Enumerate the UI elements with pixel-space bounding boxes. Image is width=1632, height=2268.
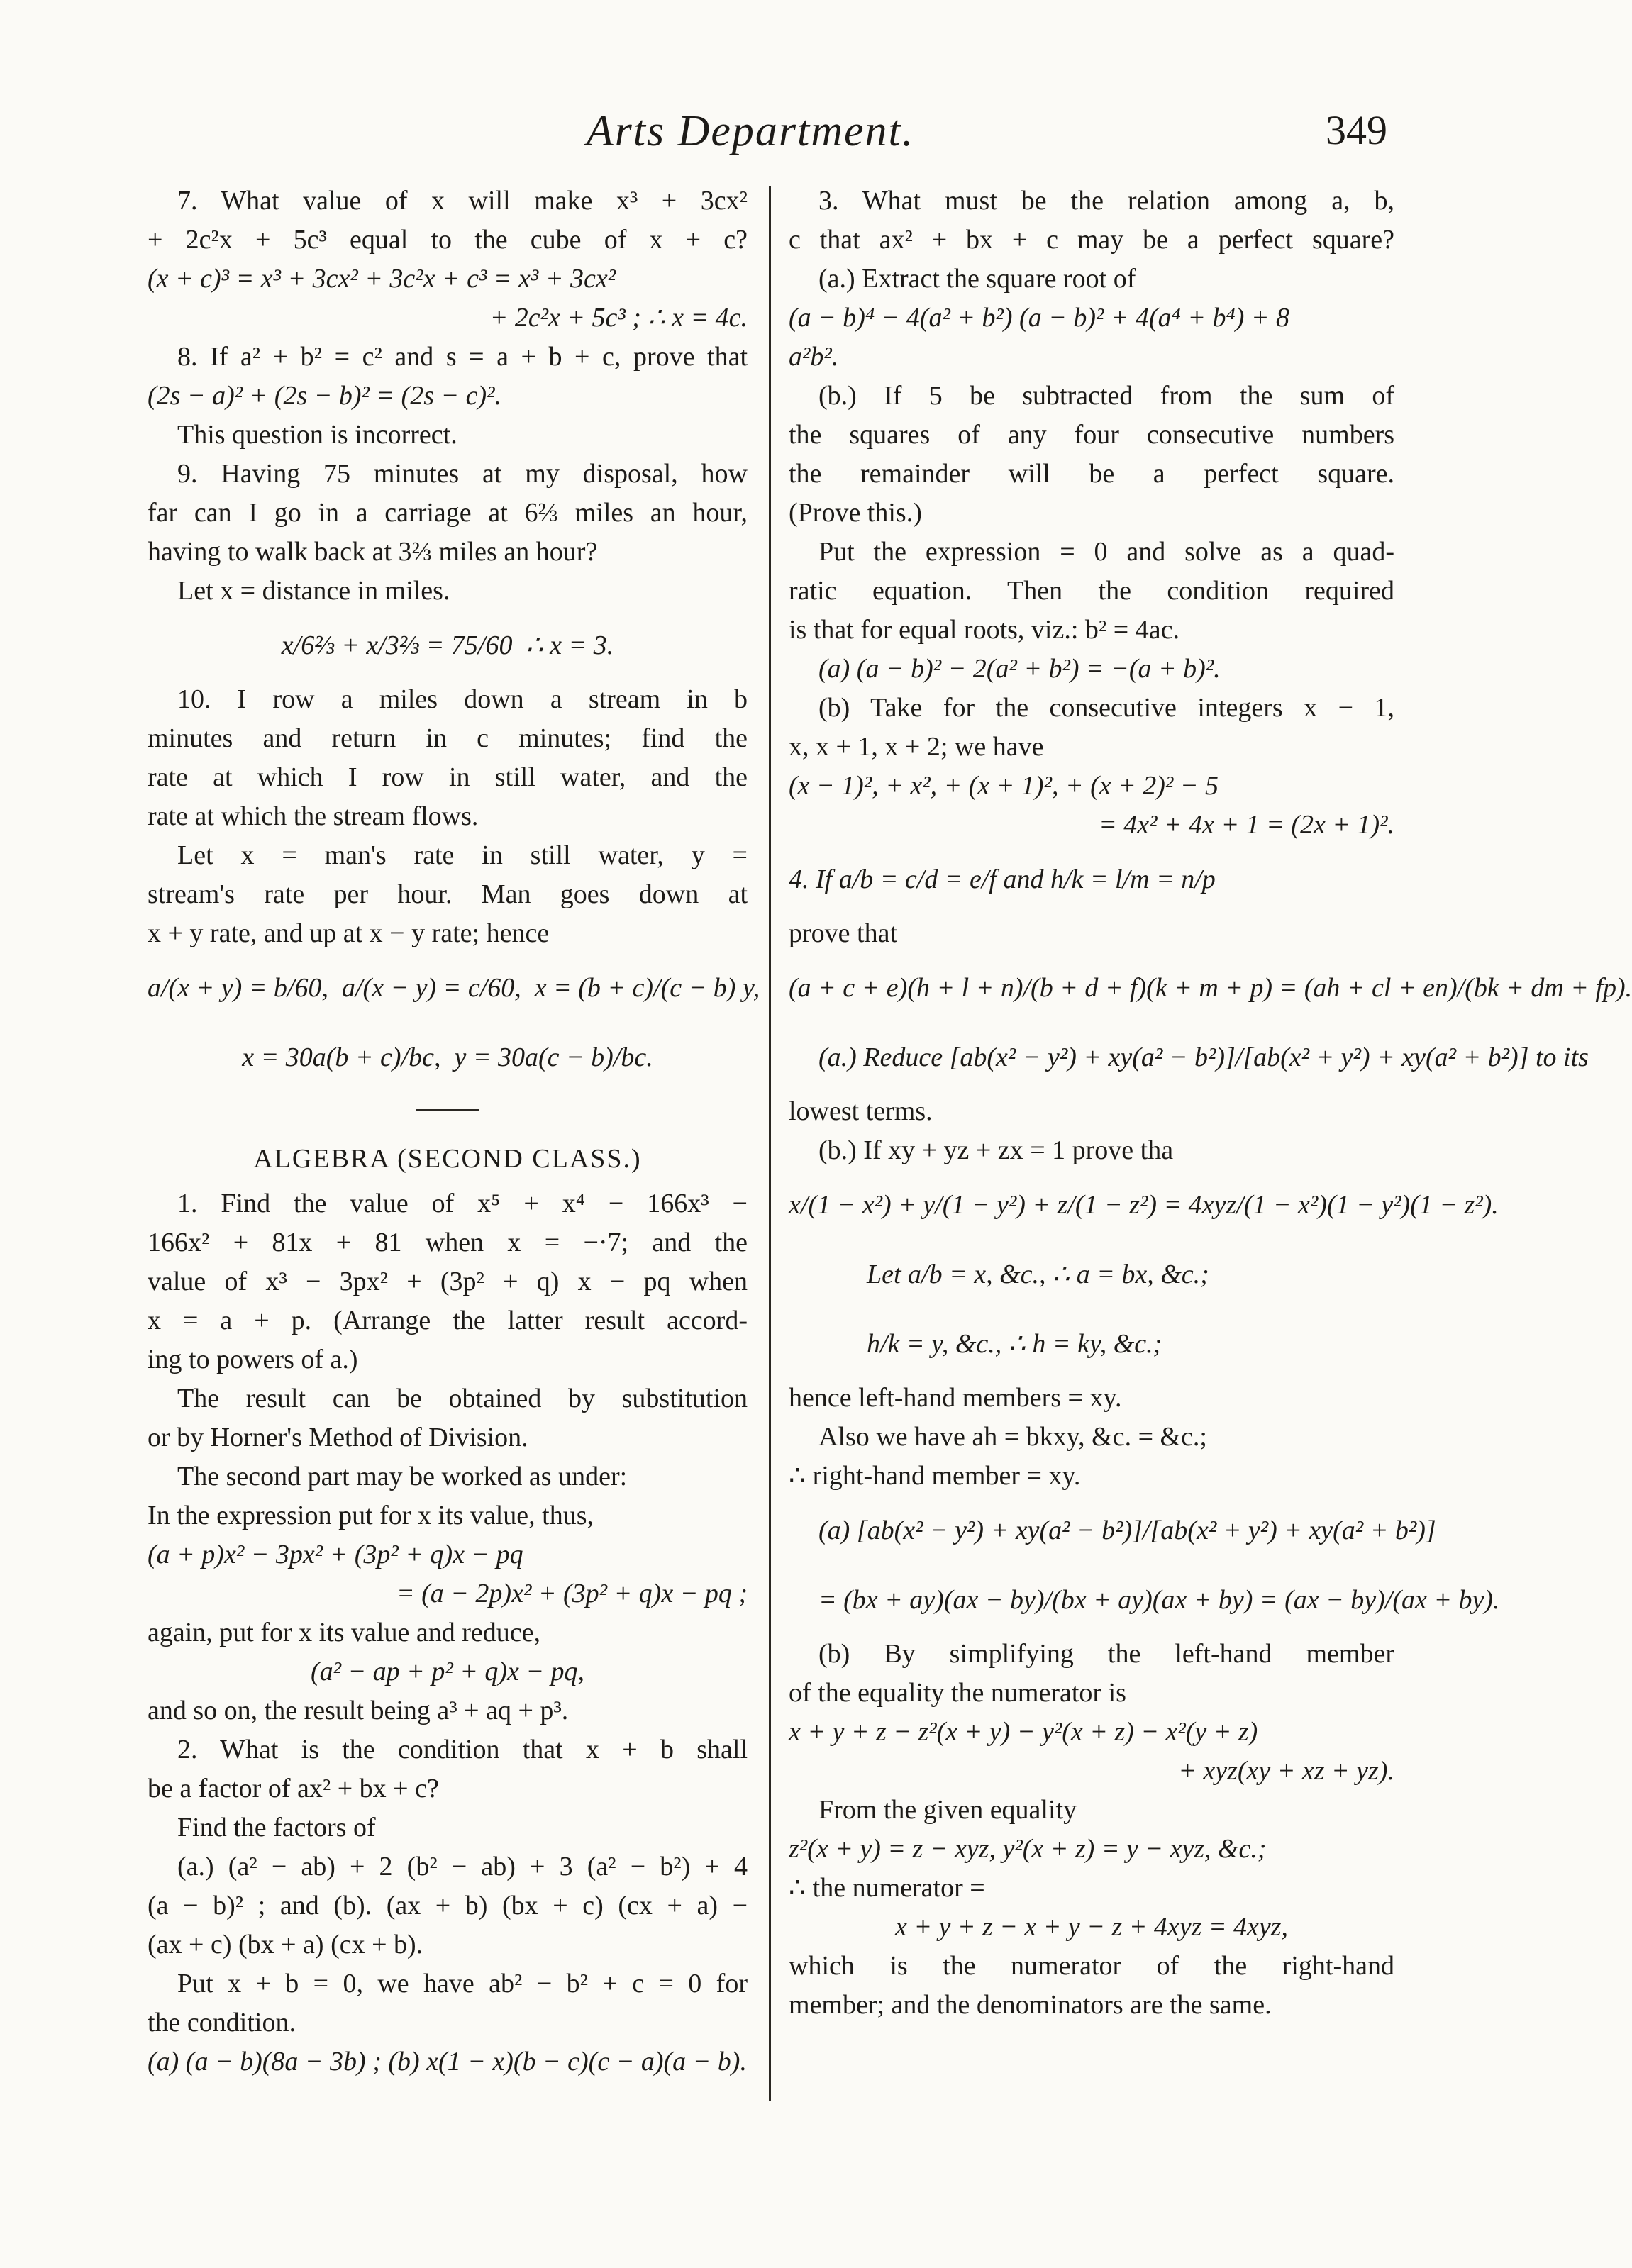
text-line: 9. Having 75 minutes at my disposal, how — [177, 459, 748, 489]
page-header — [0, 106, 1501, 170]
text-line: again, put for x its value and reduce, — [148, 1618, 540, 1647]
equation-line: = (bx + ay)(ax − by)/(bx + ay)(ax + by) = (ax − by)/(ax + by). — [818, 1585, 1500, 1615]
text-line: 3. What must be the relation among a, b, — [818, 186, 1394, 216]
equation-line: (x − 1)², + x², + (x + 1)², + (x + 2)² − 5 — [789, 771, 1219, 801]
text-line: ing to powers of a.) — [148, 1345, 358, 1374]
text-line: Put the expression = 0 and solve as a quad- — [818, 537, 1394, 567]
page-number: 349 — [1326, 107, 1387, 153]
text-line: ∴ the numerator = — [789, 1873, 985, 1903]
equation-line: (a + c + e)(h + l + n)/(b + d + f)(k + m + p) = (ah + cl + en)/(bk + dm + fp). — [789, 973, 1632, 1003]
text-line: 10. I row a miles down a stream in b — [177, 684, 748, 714]
equation-line: x + y + z − x + y − z + 4xyz = 4xyz, — [894, 1912, 1289, 1942]
equation-line: = 4x² + 4x + 1 = (2x + 1)². — [1099, 810, 1394, 840]
left-column — [148, 182, 760, 2081]
text-line: lowest terms. — [789, 1096, 933, 1126]
column-divider — [769, 186, 771, 2101]
equation-line: z²(x + y) = z − xyz, y²(x + z) = y − xyz, &c.; — [789, 1834, 1267, 1864]
equation-line: (x + c)³ = x³ + 3cx² + 3c²x + c³ = x³ + 3cx² — [148, 264, 616, 294]
equation-line: x/6⅔ + x/3⅔ = 75/60 ∴ x = 3. — [281, 630, 614, 660]
text-line: 7. What value of x will make x³ + 3cx² — [177, 186, 748, 216]
text-line: (b.) If 5 be subtracted from the sum of — [818, 381, 1394, 411]
text-line: (a − b)² ; and (b). (ax + b) (bx + c) (cx + a) − — [148, 1891, 748, 1920]
equation-line: (a² − ap + p² + q)x − pq, — [310, 1657, 585, 1686]
section-rule — [416, 1109, 479, 1111]
equation-line: h/k = y, &c., ∴ h = ky, &c.; — [867, 1329, 1162, 1359]
text-line: Find the factors of — [177, 1813, 376, 1842]
equation-line: (a − b)⁴ − 4(a² + b²) (a − b)² + 4(a⁴ + b⁴) + 8 — [789, 303, 1290, 333]
text-line: 166x² + 81x + 81 when x = −·7; and the — [148, 1228, 748, 1257]
text-line: be a factor of ax² + bx + c? — [148, 1774, 439, 1803]
text-line: + 2c²x + 5c³ equal to the cube of x + c? — [148, 225, 748, 255]
text-line: prove that — [789, 918, 898, 948]
text-line: (a.) Extract the square root of — [818, 264, 1136, 294]
text-line: stream's rate per hour. Man goes down at — [148, 879, 748, 909]
text-line: ∴ right-hand member = xy. — [789, 1461, 1081, 1491]
text-line: (b) Take for the consecutive integers x − 1, — [818, 693, 1394, 723]
equation-line: (a.) Reduce [ab(x² − y²) + xy(a² − b²)]/[ab(x² + y²) + xy(a² + b²)] to its — [818, 1043, 1589, 1072]
text-line: is that for equal roots, viz.: b² = 4ac. — [789, 615, 1179, 645]
equation-line: 4. If a/b = c/d = e/f and h/k = l/m = n/p — [789, 865, 1216, 894]
equation-line: + 2c²x + 5c³ ; ∴ x = 4c. — [489, 303, 748, 333]
text-line: hence left-hand members = xy. — [789, 1383, 1122, 1413]
text-line: The result can be obtained by substitution — [177, 1384, 748, 1413]
text-line: ratic equation. Then the condition required — [789, 576, 1394, 606]
text-line: which is the numerator of the right-hand — [789, 1951, 1394, 1981]
text-line: (Prove this.) — [789, 498, 922, 528]
equation-line: a²b². — [789, 342, 839, 372]
text-line: In the expression put for x its value, thus, — [148, 1501, 594, 1530]
text-line: Also we have ah = bkxy, &c. = &c.; — [818, 1422, 1207, 1452]
equation-line: + xyz(xy + xz + yz). — [1178, 1756, 1394, 1786]
equation-line: x = 30a(b + c)/bc, y = 30a(c − b)/bc. — [242, 1043, 653, 1072]
text-line: the condition. — [148, 2008, 296, 2038]
text-line: (a.) (a² − ab) + 2 (b² − ab) + 3 (a² − b²) + 4 — [177, 1852, 748, 1881]
text-line: 2. What is the condition that x + b shall — [177, 1735, 748, 1764]
equation-line: (2s − a)² + (2s − b)² = (2s − c)². — [148, 381, 502, 411]
text-line: member; and the denominators are the same. — [789, 1990, 1272, 2020]
equation-line: x/(1 − x²) + y/(1 − y²) + z/(1 − z²) = 4xyz/(1 − x²)(1 − y²)(1 − z²). — [789, 1190, 1499, 1220]
text-line: (ax + c) (bx + a) (cx + b). — [148, 1930, 423, 1960]
running-title: Arts Department. — [586, 107, 915, 155]
text-line: Let x = man's rate in still water, y = — [177, 840, 748, 870]
equation-line: = (a − 2p)x² + (3p² + q)x − pq ; — [396, 1579, 748, 1608]
text-line: Let x = distance in miles. — [177, 576, 450, 606]
text-line: This question is incorrect. — [177, 420, 457, 450]
text-line: and so on, the result being a³ + aq + p³. — [148, 1696, 569, 1725]
text-line: far can I go in a carriage at 6⅔ miles an hour, — [148, 498, 748, 528]
equation-line: (a) (a − b)² − 2(a² + b²) = −(a + b)². — [818, 654, 1221, 684]
text-line: rate at which I row in still water, and the — [148, 762, 748, 792]
equation-line: (a + p)x² − 3px² + (3p² + q)x − pq — [148, 1540, 523, 1569]
equation-line: a/(x + y) = b/60, a/(x − y) = c/60, x = (b + c)/(c − b) y, — [148, 973, 760, 1003]
text-line: value of x³ − 3px² + (3p² + q) x − pq when — [148, 1267, 748, 1296]
text-line: (b.) If xy + yz + zx = 1 prove tha — [818, 1135, 1174, 1165]
right-column — [789, 182, 1632, 2025]
text-line: the remainder will be a perfect square. — [789, 459, 1394, 489]
equation-line: Let a/b = x, &c., ∴ a = bx, &c.; — [867, 1260, 1209, 1289]
text-line: having to walk back at 3⅔ miles an hour? — [148, 537, 598, 567]
text-line: rate at which the stream flows. — [148, 801, 479, 831]
text-line: The second part may be worked as under: — [177, 1462, 628, 1491]
text-line: x, x + 1, x + 2; we have — [789, 732, 1044, 762]
text-line: of the equality the numerator is — [789, 1678, 1126, 1708]
text-line: or by Horner's Method of Division. — [148, 1423, 528, 1452]
equation-line: (a) [ab(x² − y²) + xy(a² − b²)]/[ab(x² + y²) + xy(a² + b²)] — [818, 1516, 1436, 1545]
equation-line: (a) (a − b)(8a − 3b) ; (b) x(1 − x)(b − c)(c − a)(a − b). — [148, 2047, 747, 2077]
text-line: (b) By simplifying the left-hand member — [818, 1639, 1394, 1669]
text-line: minutes and return in c minutes; find the — [148, 723, 748, 753]
text-line: Put x + b = 0, we have ab² − b² + c = 0 for — [177, 1969, 748, 1999]
text-line: x + y rate, and up at x − y rate; hence — [148, 918, 550, 948]
text-line: c that ax² + bx + c may be a perfect square? — [789, 225, 1394, 255]
text-line: x = a + p. (Arrange the latter result accord- — [148, 1306, 748, 1335]
text-line: the squares of any four consecutive numbers — [789, 420, 1394, 450]
equation-line: x + y + z − z²(x + y) − y²(x + z) − x²(y + z) — [789, 1717, 1258, 1747]
text-line: 1. Find the value of x⁵ + x⁴ − 166x³ − — [177, 1189, 748, 1218]
text-line: From the given equality — [818, 1795, 1077, 1825]
text-line: 8. If a² + b² = c² and s = a + b + c, prove that — [177, 342, 748, 372]
section-heading: ALGEBRA (SECOND CLASS.) — [253, 1144, 642, 1174]
